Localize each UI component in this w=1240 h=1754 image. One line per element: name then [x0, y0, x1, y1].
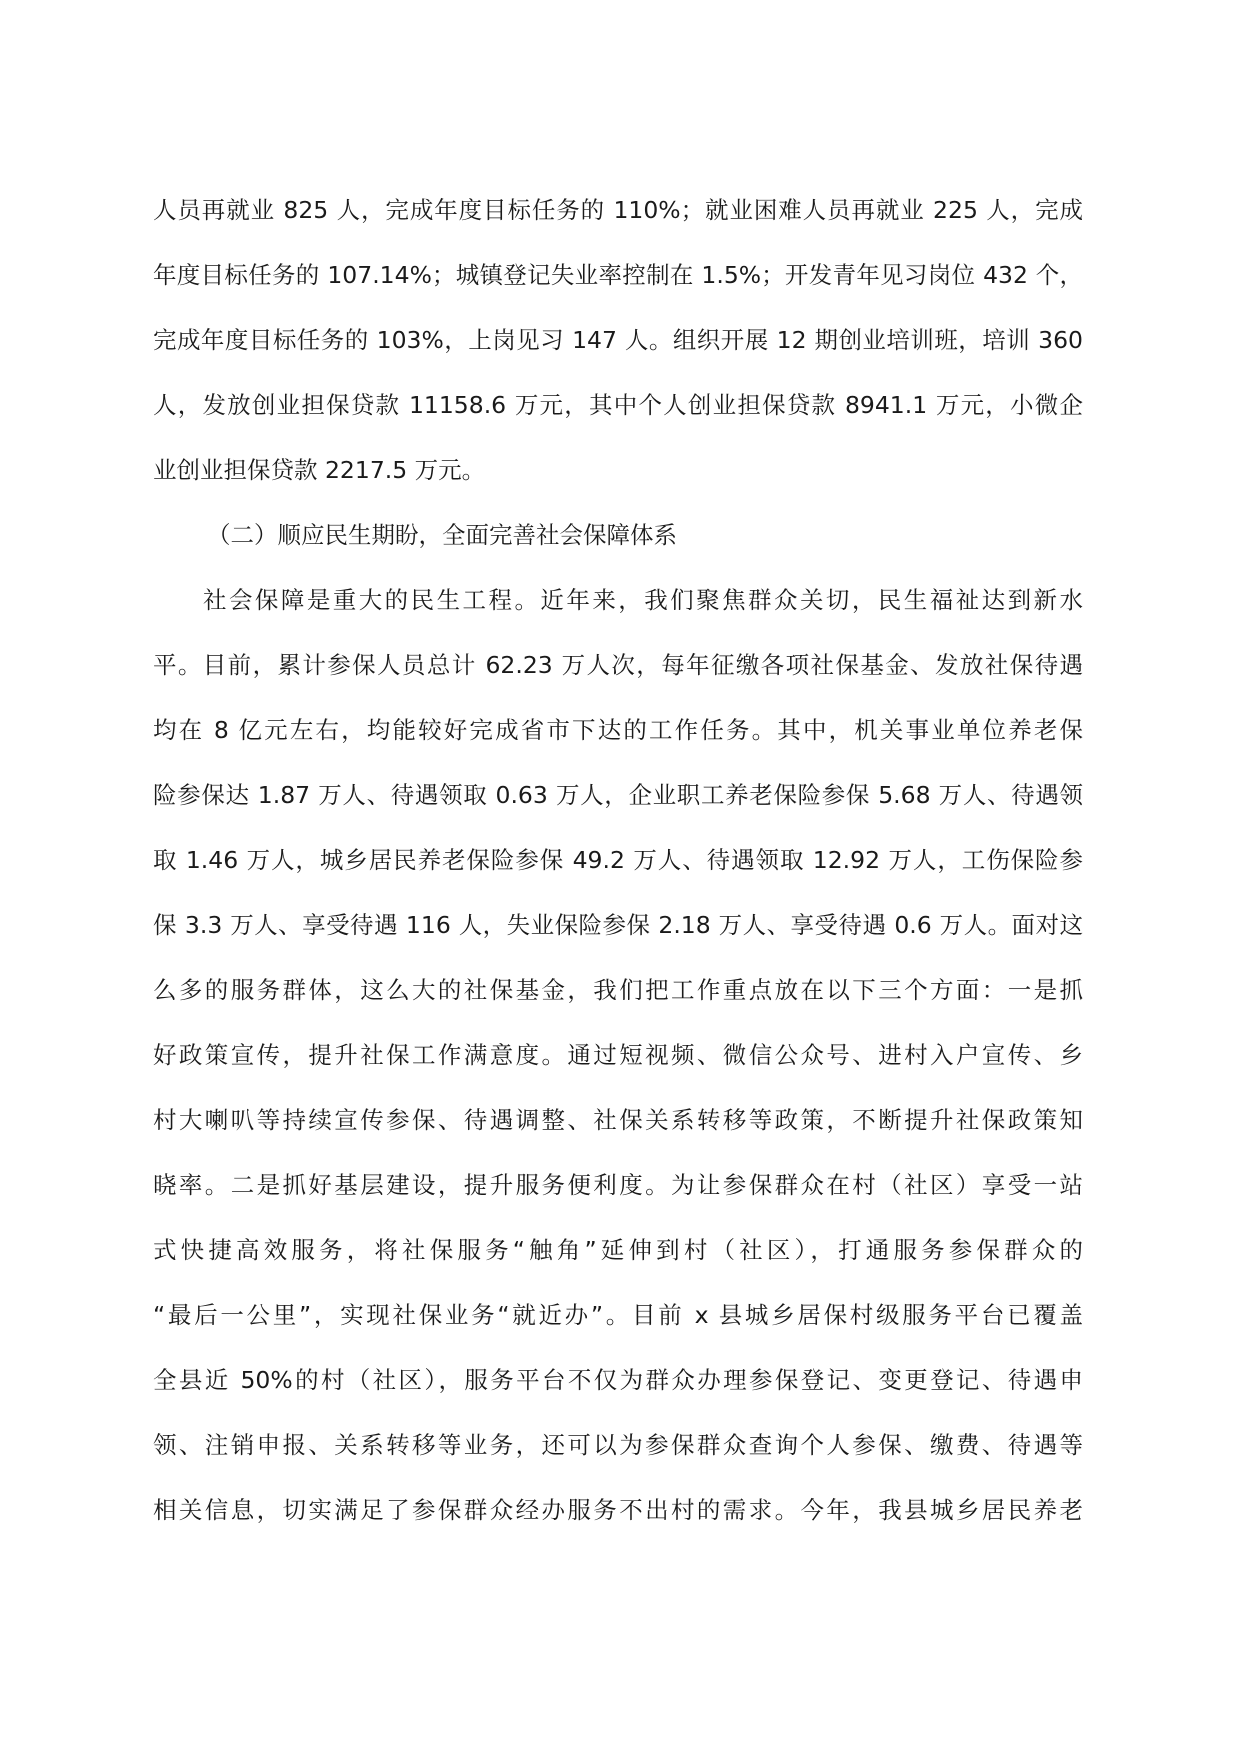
paragraph-line: 村大喇叭等持续宣传参保、待遇调整、社保关系转移等政策，不断提升社保政策知 — [153, 1106, 1083, 1134]
paragraph-line: 平。目前，累计参保人员总计 62.23 万人次，每年征缴各项社保基金、发放社保待遇 — [153, 651, 1083, 679]
paragraph-line: 式快捷高效服务，将社保服务“触角”延伸到村（社区），打通服务参保群众的 — [153, 1236, 1083, 1264]
paragraph-line: 社会保障是重大的民生工程。近年来，我们聚焦群众关切，民生福祉达到新水 — [203, 586, 1083, 614]
paragraph-line: 人员再就业 825 人，完成年度目标任务的 110%；就业困难人员再就业 225 人，完成 — [153, 196, 1083, 224]
document-body — [153, 190, 1083, 1555]
paragraph-line: 好政策宣传，提升社保工作满意度。通过短视频、微信公众号、进村入户宣传、乡 — [153, 1041, 1083, 1069]
paragraph-line: 取 1.46 万人，城乡居民养老保险参保 49.2 万人、待遇领取 12.92 万人，工伤保险参 — [153, 846, 1083, 874]
section-heading: （二）顺应民生期盼，全面完善社会保障体系 — [207, 521, 677, 549]
paragraph-line: 险参保达 1.87 万人、待遇领取 0.63 万人，企业职工养老保险参保 5.68 万人、待遇领 — [153, 781, 1083, 809]
paragraph-line: “最后一公里”，实现社保业务“就近办”。目前 x 县城乡居保村级服务平台已覆盖 — [153, 1301, 1083, 1329]
paragraph-line: 均在 8 亿元左右，均能较好完成省市下达的工作任务。其中，机关事业单位养老保 — [153, 716, 1083, 744]
paragraph-line: 完成年度目标任务的 103%，上岗见习 147 人。组织开展 12 期创业培训班，培训 360 — [153, 326, 1083, 354]
paragraph-line: 人，发放创业担保贷款 11158.6 万元，其中个人创业担保贷款 8941.1 万元，小微企 — [153, 391, 1083, 419]
paragraph-line: 全县近 50%的村（社区），服务平台不仅为群众办理参保登记、变更登记、待遇申 — [153, 1366, 1083, 1394]
paragraph-line: 晓率。二是抓好基层建设，提升服务便利度。为让参保群众在村（社区）享受一站 — [153, 1171, 1083, 1199]
paragraph-line: 么多的服务群体，这么大的社保基金，我们把工作重点放在以下三个方面：一是抓 — [153, 976, 1083, 1004]
paragraph-line: 保 3.3 万人、享受待遇 116 人，失业保险参保 2.18 万人、享受待遇 0.6 万人。面对这 — [153, 911, 1083, 939]
paragraph-line: 业创业担保贷款 2217.5 万元。 — [153, 456, 486, 484]
paragraph-line: 年度目标任务的 107.14%；城镇登记失业率控制在 1.5%；开发青年见习岗位 432 个， — [153, 261, 1083, 289]
paragraph-line: 相关信息，切实满足了参保群众经办服务不出村的需求。今年，我县城乡居民养老 — [153, 1496, 1083, 1524]
paragraph-line: 领、注销申报、关系转移等业务，还可以为参保群众查询个人参保、缴费、待遇等 — [153, 1431, 1083, 1459]
